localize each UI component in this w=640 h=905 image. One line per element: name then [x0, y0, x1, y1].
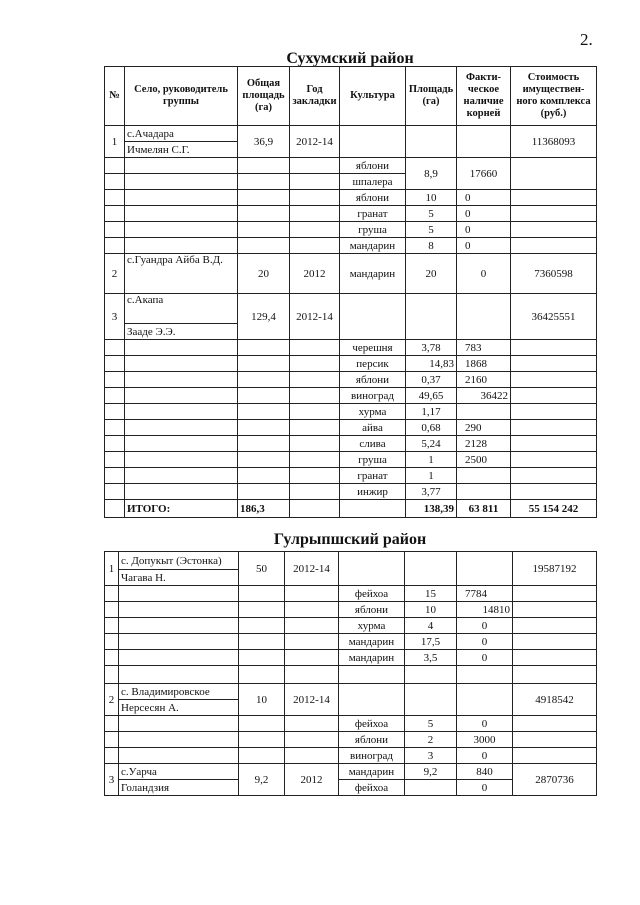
area: 5 — [406, 206, 457, 222]
roots: 0 — [457, 206, 511, 222]
roots: 0 — [457, 634, 513, 650]
table-row — [105, 586, 597, 602]
roots: 0 — [457, 254, 511, 294]
area: 17,5 — [405, 634, 457, 650]
area: 8 — [406, 238, 457, 254]
group-leader: Нерсесян А. — [119, 700, 239, 716]
area: 1 — [406, 452, 457, 468]
table-row — [105, 222, 597, 238]
group-number: 1 — [105, 552, 119, 586]
culture: фейхоа — [339, 586, 405, 602]
group-number: 1 — [105, 126, 125, 158]
sukhum-table — [104, 66, 597, 518]
total-planted-area: 138,39 — [406, 500, 457, 518]
culture: персик — [340, 356, 406, 372]
table-row — [105, 484, 597, 500]
table-row — [105, 634, 597, 650]
year: 2012-14 — [285, 552, 339, 586]
culture: мандарин — [340, 254, 406, 294]
culture: яблони — [340, 190, 406, 206]
culture: виноград — [339, 748, 405, 764]
header-total-area: Общая площадь (га) — [238, 67, 290, 126]
roots: 0 — [457, 222, 511, 238]
culture: яблони — [339, 732, 405, 748]
roots: 36422 — [457, 388, 511, 404]
table-row — [105, 420, 597, 436]
table-row — [105, 206, 597, 222]
area: 8,9 — [406, 158, 457, 190]
roots: 783 — [457, 340, 511, 356]
roots: 0 — [457, 190, 511, 206]
area: 5 — [405, 716, 457, 732]
roots: 0 — [457, 716, 513, 732]
culture: гранат — [340, 468, 406, 484]
header-roots: Факти-ческое наличие корней — [457, 67, 511, 126]
group-leader: Голандзия — [119, 780, 239, 796]
culture: яблони — [339, 602, 405, 618]
culture: мандарин — [339, 650, 405, 666]
table-row — [105, 190, 597, 206]
village-name: с.Уарча — [119, 764, 239, 780]
header-year: Год закладки — [290, 67, 340, 126]
area: 49,65 — [406, 388, 457, 404]
total-area: 20 — [238, 254, 290, 294]
total-area: 9,2 — [239, 764, 285, 796]
table-row — [105, 356, 597, 372]
year: 2012 — [290, 254, 340, 294]
roots: 2500 — [457, 452, 511, 468]
header-row — [105, 67, 597, 126]
year: 2012-14 — [290, 294, 340, 340]
area: 9,2 — [405, 764, 457, 780]
area: 0,68 — [406, 420, 457, 436]
cost: 2870736 — [513, 764, 597, 796]
group-number: 2 — [105, 254, 125, 294]
table-row — [105, 340, 597, 356]
roots — [457, 404, 511, 420]
roots: 0 — [457, 238, 511, 254]
village-name: с.Акапа — [125, 294, 238, 324]
culture: хурма — [339, 618, 405, 634]
roots: 7784 — [457, 586, 513, 602]
culture: инжир — [340, 484, 406, 500]
culture: мандарин — [339, 764, 405, 780]
table-row — [105, 732, 597, 748]
village-name: с.Гуандра Айба В.Д. — [125, 254, 238, 294]
roots: 3000 — [457, 732, 513, 748]
cost: 7360598 — [511, 254, 597, 294]
cost: 19587192 — [513, 552, 597, 586]
total-area: 186,3 — [238, 500, 290, 518]
header-no: № — [105, 67, 125, 126]
culture: фейхоа — [339, 780, 405, 796]
table-row — [105, 650, 597, 666]
area: 3,78 — [406, 340, 457, 356]
table-row — [105, 618, 597, 634]
header-area: Площадь (га) — [406, 67, 457, 126]
table-row — [105, 552, 597, 570]
total-area: 36,9 — [238, 126, 290, 158]
area: 10 — [405, 602, 457, 618]
group-number: 3 — [105, 764, 119, 796]
roots: 840 — [457, 764, 513, 780]
total-roots: 63 811 — [457, 500, 511, 518]
total-row — [105, 500, 597, 518]
roots: 0 — [457, 748, 513, 764]
roots — [457, 468, 511, 484]
culture: яблони — [340, 158, 406, 174]
roots: 0 — [457, 650, 513, 666]
area: 14,83 — [406, 356, 457, 372]
area: 3,5 — [405, 650, 457, 666]
table-row — [105, 468, 597, 484]
roots: 0 — [457, 618, 513, 634]
area: 3 — [405, 748, 457, 764]
culture: груша — [340, 452, 406, 468]
roots: 17660 — [457, 158, 511, 190]
culture: айва — [340, 420, 406, 436]
group-leader: Чагава Н. — [119, 570, 239, 586]
year: 2012 — [285, 764, 339, 796]
culture: груша — [340, 222, 406, 238]
total-area: 10 — [239, 684, 285, 716]
table-row — [105, 452, 597, 468]
cost: 4918542 — [513, 684, 597, 716]
year: 2012-14 — [285, 684, 339, 716]
roots: 14810 — [457, 602, 513, 618]
table-row — [105, 602, 597, 618]
table-row — [105, 436, 597, 452]
village-name: с. Владимировское — [119, 684, 239, 700]
gulrypsh-table — [104, 551, 597, 796]
total-label: ИТОГО: — [125, 500, 238, 518]
area: 20 — [406, 254, 457, 294]
cost: 11368093 — [511, 126, 597, 158]
table-row — [105, 404, 597, 420]
area: 5,24 — [406, 436, 457, 452]
area: 10 — [406, 190, 457, 206]
area: 0,37 — [406, 372, 457, 388]
culture: гранат — [340, 206, 406, 222]
table-row — [105, 238, 597, 254]
culture: хурма — [340, 404, 406, 420]
village-name: с.Ачадара — [125, 126, 238, 142]
roots: 2160 — [457, 372, 511, 388]
group-leader: Зааде Э.Э. — [125, 324, 238, 340]
group-number: 3 — [105, 294, 125, 340]
page-number: 2. — [580, 30, 593, 49]
table-row — [105, 748, 597, 764]
area: 5 — [406, 222, 457, 238]
roots: 2128 — [457, 436, 511, 452]
total-cost: 55 154 242 — [511, 500, 597, 518]
culture: яблони — [340, 372, 406, 388]
table-row — [105, 294, 597, 324]
sukhum-district-title: Сухумский район — [286, 50, 414, 67]
area: 2 — [405, 732, 457, 748]
table-row — [105, 716, 597, 732]
area — [405, 780, 457, 796]
cost: 36425551 — [511, 294, 597, 340]
roots — [457, 484, 511, 500]
table-row — [105, 158, 597, 174]
culture: черешня — [340, 340, 406, 356]
total-area: 129,4 — [238, 294, 290, 340]
table-row — [105, 126, 597, 142]
year: 2012-14 — [290, 126, 340, 158]
area: 3,77 — [406, 484, 457, 500]
table-row — [105, 666, 597, 684]
area: 1,17 — [406, 404, 457, 420]
roots: 0 — [457, 780, 513, 796]
culture: слива — [340, 436, 406, 452]
header-culture: Культура — [340, 67, 406, 126]
table-row — [105, 388, 597, 404]
roots: 1868 — [457, 356, 511, 372]
gulrypsh-district-title: Гулрыпшский район — [273, 531, 427, 548]
table-row — [105, 684, 597, 700]
header-cost: Стоимость имуществен-ного комплекса (руб.) — [511, 67, 597, 126]
culture: шпалера — [340, 174, 406, 190]
total-area: 50 — [239, 552, 285, 586]
culture: виноград — [340, 388, 406, 404]
culture: мандарин — [340, 238, 406, 254]
table-row — [105, 372, 597, 388]
area: 15 — [405, 586, 457, 602]
culture: фейхоа — [339, 716, 405, 732]
table-row — [105, 254, 597, 294]
group-leader: Ичмелян С.Г. — [125, 142, 238, 158]
village-name: с. Допукыт (Эстонка) — [119, 552, 239, 570]
header-village: Село, руководитель группы — [125, 67, 238, 126]
table-row — [105, 764, 597, 780]
roots: 290 — [457, 420, 511, 436]
area: 1 — [406, 468, 457, 484]
group-number: 2 — [105, 684, 119, 716]
culture: мандарин — [339, 634, 405, 650]
area: 4 — [405, 618, 457, 634]
